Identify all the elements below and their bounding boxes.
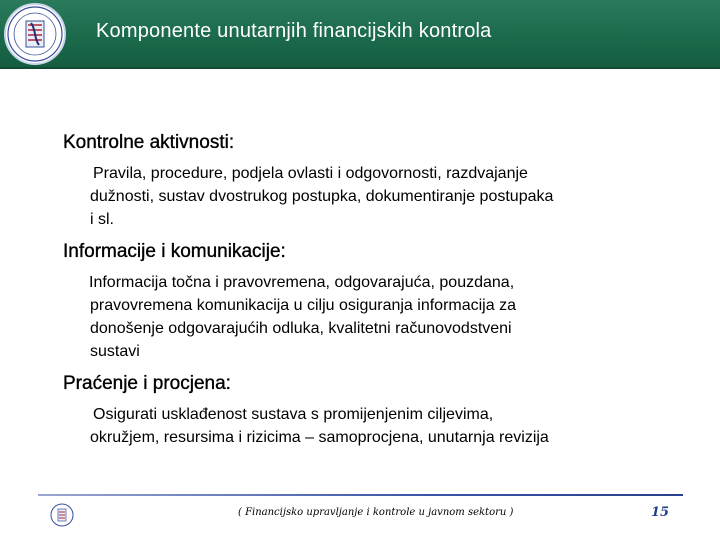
section-pracenje-procjena [63, 371, 683, 449]
body-line: okružjem, resursima i rizicima – samoprocjena, unutarnja revizija [90, 429, 549, 446]
body-line: i sl. [90, 211, 114, 228]
section-informacije-komunikacije [63, 239, 683, 363]
body-line: Informacija točna i pravovremena, odgovarajuća, pouzdana, [89, 274, 515, 291]
body-line: Pravila, procedure, podjela ovlasti i odgovornosti, razdvajanje [93, 165, 528, 182]
section-body [90, 403, 683, 449]
university-seal-icon [4, 3, 66, 65]
body-line: donošenje odgovarajućih odluka, kvalitetni računovodstveni [90, 320, 512, 337]
body-line: Osigurati usklađenost sustava s promijenjenim ciljevima, [93, 406, 494, 423]
section-body [90, 162, 683, 231]
slide-content [63, 130, 683, 457]
section-body [89, 271, 683, 363]
page-number: 15 [651, 505, 670, 520]
title-bar [0, 0, 720, 69]
section-kontrolne-aktivnosti [63, 130, 683, 231]
slide-title: Komponente unutarnjih financijskih kontrola [96, 20, 492, 42]
section-heading: Kontrolne aktivnosti: [63, 132, 235, 153]
footer-caption: ( Financijsko upravljanje i kontrole u javnom sektoru ) [238, 507, 514, 518]
body-line: sustavi [90, 343, 140, 360]
section-heading: Praćenje i procjena: [63, 373, 231, 394]
body-line: pravovremena komunikacija u cilju osiguranja informacija za [90, 297, 516, 314]
section-heading: Informacije i komunikacije: [63, 241, 286, 262]
footer-divider [38, 494, 683, 496]
body-line: dužnosti, sustav dvostrukog postupka, dokumentiranje postupaka [90, 188, 554, 205]
university-seal-icon [50, 503, 74, 527]
